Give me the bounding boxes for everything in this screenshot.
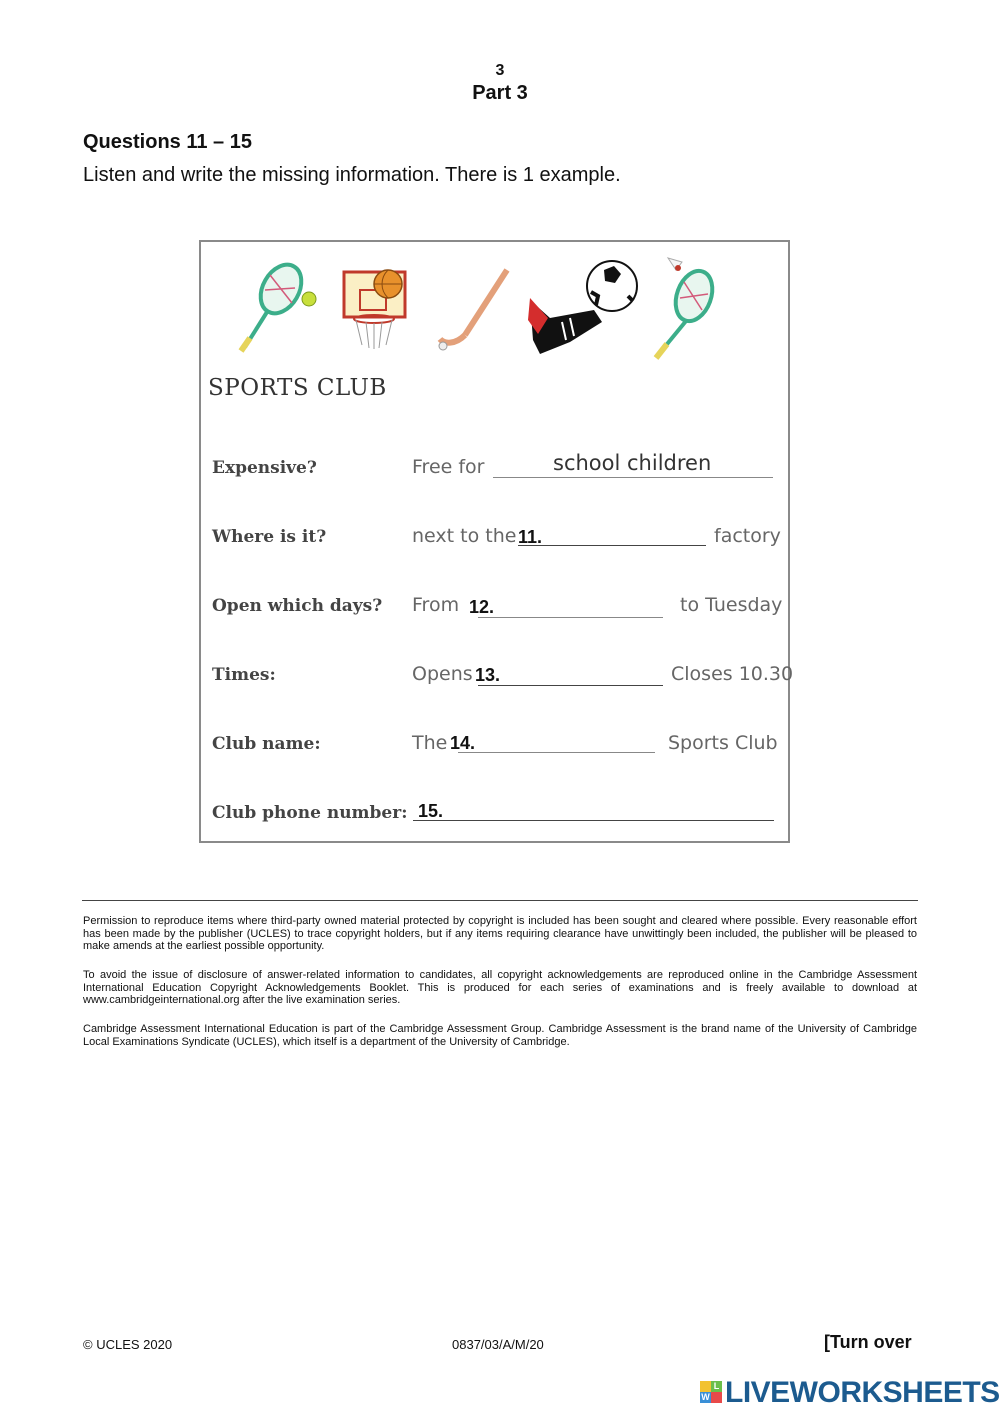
liveworksheets-logo-icon <box>700 1381 722 1403</box>
acknowledgements-notice: To avoid the issue of disclosure of answer-related information to candidates, all copyright acknowledgements are reproduced online in the Cambridge Assessment International Education Copyright Acknowledgements Booklet. This is produced for each series of examinations and is freely available to download at www.cambridgeinternational.org after the live examination series. <box>83 969 917 1006</box>
label-times: Times: <box>212 665 276 685</box>
turn-over: [Turn over <box>824 1332 912 1352</box>
prefix-free-for: Free for <box>412 456 485 478</box>
prefix-from: From <box>412 594 460 616</box>
suffix-sports-club: Sports Club <box>668 732 778 754</box>
label-club-name: Club name: <box>212 734 321 754</box>
answer-input-15[interactable] <box>413 820 774 821</box>
answer-input-13[interactable] <box>478 685 663 686</box>
page-number: 3 <box>495 62 505 79</box>
tennis-racket-icon <box>241 257 316 351</box>
form-title: SPORTS CLUB <box>208 375 387 401</box>
question-number-12: 12. <box>469 597 495 617</box>
football-boot-icon <box>528 261 637 354</box>
answer-input-12[interactable] <box>478 617 663 618</box>
instructions: Listen and write the missing information. There is 1 example. <box>83 164 621 186</box>
label-open-days: Open which days? <box>212 596 383 616</box>
part-title: Part 3 <box>472 82 528 104</box>
hockey-stick-icon <box>439 270 507 350</box>
suffix-closes: Closes 10.30 <box>671 663 794 685</box>
sports-illustrations <box>0 0 1000 380</box>
label-where: Where is it? <box>212 527 327 547</box>
footer-divider <box>82 900 918 901</box>
answer-line-example <box>493 477 773 478</box>
copyright-text: © UCLES 2020 <box>83 1337 173 1352</box>
question-number-11: 11. <box>518 527 543 547</box>
liveworksheets-watermark <box>700 1376 1000 1409</box>
logo-letter-w: W <box>701 1392 710 1402</box>
exam-code: 0837/03/A/M/20 <box>452 1337 544 1352</box>
basketball-hoop-icon <box>344 270 405 349</box>
prefix-next-to-the: next to the <box>412 525 517 547</box>
question-number-13: 13. <box>475 665 501 685</box>
question-number-15: 15. <box>418 801 444 821</box>
suffix-factory: factory <box>714 525 781 547</box>
label-expensive: Expensive? <box>212 458 317 478</box>
answer-input-14[interactable] <box>458 752 655 753</box>
prefix-the: The <box>412 732 448 754</box>
label-phone: Club phone number: <box>212 803 408 823</box>
watermark-text: LIVEWORKSHEETS <box>725 1376 1000 1409</box>
permission-notice: Permission to reproduce items where third-party owned material protected by copyright is included has been sought and cleared where possible. Every reasonable effort has been made by the publisher (UCLES) to trace copyright holders, but if any items requiring clearance have unwittingly been included, the publisher will be pleased to make amends at the earliest possible opportunity. <box>83 915 917 952</box>
prefix-opens: Opens <box>412 663 473 685</box>
badminton-racket-icon <box>656 258 719 358</box>
cambridge-notice: Cambridge Assessment International Education is part of the Cambridge Assessment Group. Cambridge Assessment is the brand name of the University of Cambridge Local Examinations Syndicate (UCLES), which itself is a department of the University of Cambridge. <box>83 1023 917 1048</box>
question-number-14: 14. <box>450 733 476 753</box>
questions-heading: Questions 11 – 15 <box>83 131 252 153</box>
suffix-to-tuesday: to Tuesday <box>680 594 783 616</box>
example-answer: school children <box>553 451 712 475</box>
logo-letter-l: L <box>711 1381 722 1392</box>
answer-input-11[interactable] <box>518 545 706 546</box>
